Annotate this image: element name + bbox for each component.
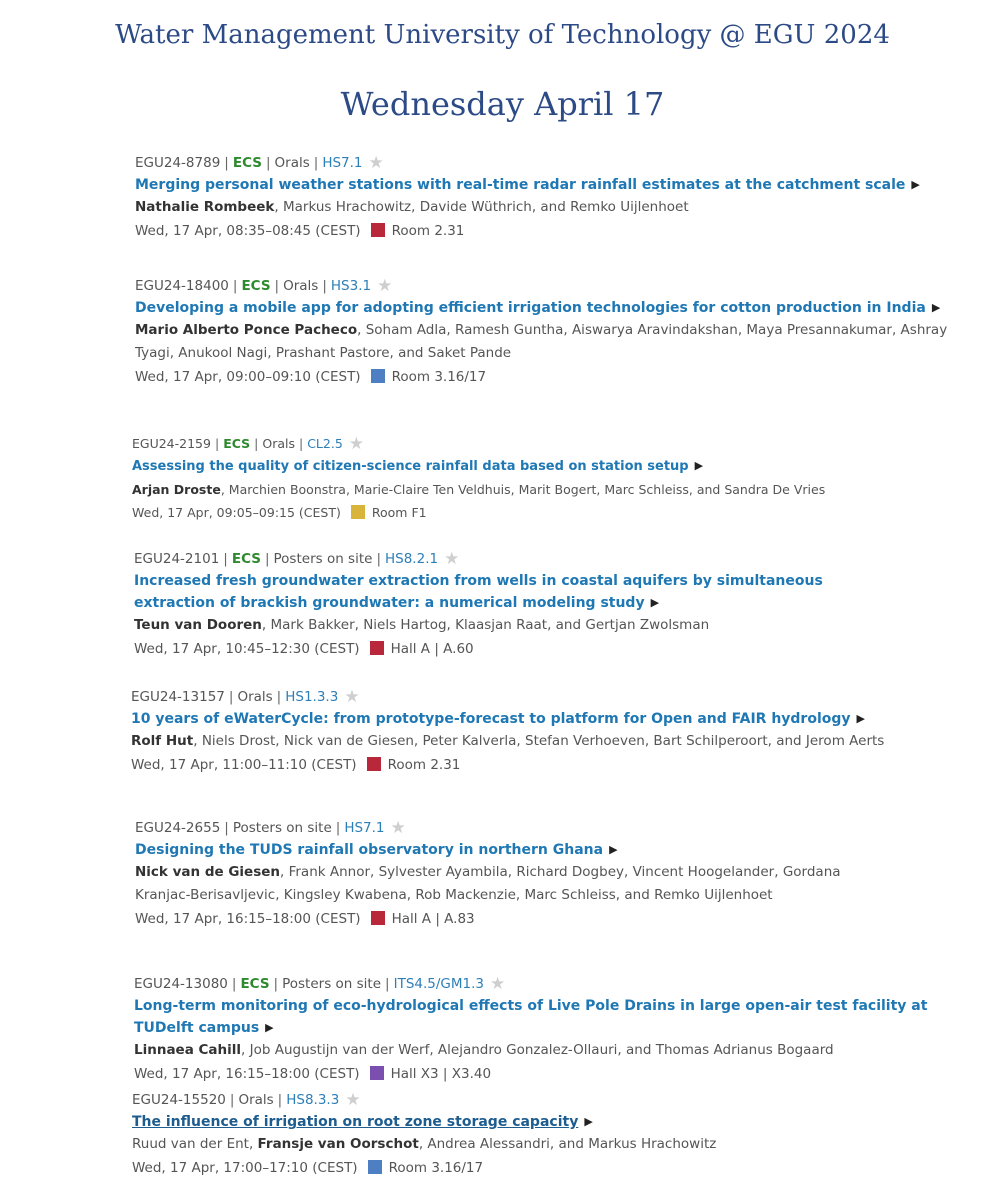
ecs-badge: ECS xyxy=(240,976,270,992)
schedule xyxy=(131,753,981,777)
entry-meta: EGU24-18400 | ECS | Orals | HS3.1 ★ xyxy=(135,276,393,296)
room-color-swatch xyxy=(371,223,385,237)
schedule xyxy=(134,637,894,661)
presentation-type: Orals xyxy=(262,436,295,451)
entry-meta: EGU24-15520 | Orals | HS8.3.3 ★ xyxy=(132,1090,361,1110)
abstract-title[interactable]: 10 years of eWaterCycle: from prototype-forecast to platform for Open and FAIR hydrology xyxy=(131,711,851,727)
session-link[interactable]: HS1.3.3 xyxy=(285,689,339,705)
entry-meta: EGU24-2655 | Posters on site | HS7.1 ★ xyxy=(135,818,406,838)
triangle-right-icon[interactable]: ▶ xyxy=(265,1021,274,1034)
schedule xyxy=(132,501,962,525)
datetime: Wed, 17 Apr, 17:00–17:10 (CEST) xyxy=(132,1160,358,1176)
room-color-swatch xyxy=(370,641,384,655)
abstract-title-link[interactable] xyxy=(131,708,981,730)
presentation-type: Orals xyxy=(237,689,273,705)
abstract-title-link[interactable] xyxy=(134,570,894,614)
day-title: Wednesday April 17 xyxy=(340,85,665,123)
room-color-swatch xyxy=(371,369,385,383)
authors xyxy=(131,730,981,753)
entry-meta: EGU24-2101 | ECS | Posters on site | HS8.2.1 ★ xyxy=(134,549,460,569)
session-link[interactable]: HS7.1 xyxy=(344,820,385,836)
ecs-badge: ECS xyxy=(241,278,271,294)
triangle-right-icon[interactable]: ▶ xyxy=(650,596,660,609)
presenter-name: Teun van Dooren xyxy=(134,617,262,633)
session-link[interactable]: HS7.1 xyxy=(322,155,363,171)
entry-meta: EGU24-13080 | ECS | Posters on site | ITS4.5/GM1.3 ★ xyxy=(134,974,506,994)
abstract-title[interactable]: Long-term monitoring of eco-hydrological effects of Live Pole Drains in large open-air test facility at TUDelft campus xyxy=(134,998,928,1036)
abstract-id: EGU24-13080 xyxy=(134,976,228,992)
coauthors: , Markus Hrachowitz, Davide Wüthrich, and Remko Uijlenhoet xyxy=(274,199,689,215)
coauthors: , Marchien Boonstra, Marie-Claire Ten Veldhuis, Marit Bogert, Marc Schleiss, and Sandra De Vries xyxy=(220,482,826,497)
room-color-swatch xyxy=(370,1066,384,1080)
ecs-badge: ECS xyxy=(231,551,261,567)
authors xyxy=(135,861,880,907)
triangle-right-icon[interactable]: ▶ xyxy=(584,1115,593,1128)
abstract-id: EGU24-13157 xyxy=(131,689,225,705)
abstract-title[interactable]: The influence of irrigation on root zone storage capacity xyxy=(132,1114,579,1130)
star-icon[interactable]: ★ xyxy=(345,1090,361,1110)
datetime: Wed, 17 Apr, 10:45–12:30 (CEST) xyxy=(134,641,360,657)
star-icon[interactable]: ★ xyxy=(390,818,406,838)
authors xyxy=(134,614,894,637)
room-color-swatch xyxy=(371,911,385,925)
abstract-entry xyxy=(135,275,950,389)
room: Hall A | A.60 xyxy=(390,641,474,657)
star-icon[interactable]: ★ xyxy=(490,974,506,994)
presentation-type: Posters on site xyxy=(282,976,382,992)
entry-meta: EGU24-13157 | Orals | HS1.3.3 ★ xyxy=(131,687,360,707)
page-header-title: Water Management University of Technology @ EGU 2024 xyxy=(115,20,890,50)
coauthors: , Mark Bakker, Niels Hartog, Klaasjan Raat, and Gertjan Zwolsman xyxy=(261,617,710,633)
presentation-type: Orals xyxy=(283,278,319,294)
abstract-title-link[interactable] xyxy=(132,455,962,478)
abstract-entry xyxy=(134,548,894,661)
datetime: Wed, 17 Apr, 08:35–08:45 (CEST) xyxy=(135,223,361,239)
schedule xyxy=(135,907,880,931)
abstract-title[interactable]: Increased fresh groundwater extraction from wells in coastal aquifers by simultaneous extraction of brackish groundwater: a numerical modeling study xyxy=(134,573,823,611)
room-color-swatch xyxy=(368,1160,382,1174)
abstract-title-link[interactable] xyxy=(135,174,965,196)
abstract-title-link[interactable] xyxy=(134,995,984,1039)
room-color-swatch xyxy=(351,505,365,519)
session-link[interactable]: HS3.1 xyxy=(330,278,372,294)
presentation-type: Orals xyxy=(274,155,310,171)
abstract-entry xyxy=(135,817,880,931)
room-color-swatch xyxy=(367,757,381,771)
coauthors-before: Ruud van der Ent, xyxy=(132,1136,258,1152)
coauthors: , Andrea Alessandri, and Markus Hrachowitz xyxy=(418,1136,717,1152)
abstract-entry xyxy=(132,1089,962,1180)
presentation-type: Posters on site xyxy=(273,551,373,567)
authors xyxy=(135,196,965,219)
schedule xyxy=(135,365,950,389)
star-icon[interactable]: ★ xyxy=(368,153,384,173)
presenter-name: Nick van de Giesen xyxy=(135,864,281,880)
star-icon[interactable]: ★ xyxy=(348,434,365,454)
datetime: Wed, 17 Apr, 09:00–09:10 (CEST) xyxy=(135,369,361,385)
schedule xyxy=(135,219,965,243)
room: Room 3.16/17 xyxy=(388,1160,484,1176)
schedule xyxy=(132,1156,962,1180)
abstract-entry xyxy=(134,973,984,1086)
presenter-name: Arjan Droste xyxy=(132,482,221,497)
presenter-name: Fransje van Oorschot xyxy=(257,1136,419,1152)
presenter-name: Linnaea Cahill xyxy=(134,1042,242,1058)
abstract-id: EGU24-8789 xyxy=(135,155,221,171)
entry-meta: EGU24-2159 | ECS | Orals | CL2.5 ★ xyxy=(132,434,365,454)
entry-meta: EGU24-8789 | ECS | Orals | HS7.1 ★ xyxy=(135,153,384,173)
abstract-id: EGU24-2655 xyxy=(135,820,221,836)
coauthors: , Frank Annor, Sylvester Ayambila, Richard Dogbey, Vincent Hoogelander, Gordana Kranjac-Berisavljevic, Kingsley Kwabena, Rob Mackenzie, Marc Schleiss, and Remko Uijlenhoet xyxy=(135,864,841,903)
room: Hall A | A.83 xyxy=(391,911,475,927)
datetime: Wed, 17 Apr, 16:15–18:00 (CEST) xyxy=(135,911,361,927)
authors xyxy=(132,478,962,501)
abstract-id: EGU24-18400 xyxy=(135,278,229,294)
room: Room 2.31 xyxy=(391,223,465,239)
abstract-title-link[interactable] xyxy=(135,297,950,319)
session-link[interactable]: ITS4.5/GM1.3 xyxy=(393,976,484,992)
abstract-id: EGU24-2101 xyxy=(134,551,220,567)
presenter-name: Nathalie Rombeek xyxy=(135,199,275,215)
abstract-entry xyxy=(135,152,965,243)
triangle-right-icon[interactable]: ▶ xyxy=(609,843,618,856)
abstract-title[interactable]: Designing the TUDS rainfall observatory in northern Ghana xyxy=(135,842,604,858)
presentation-type: Orals xyxy=(238,1092,274,1108)
datetime: Wed, 17 Apr, 11:00–11:10 (CEST) xyxy=(131,757,357,773)
star-icon[interactable]: ★ xyxy=(344,687,360,707)
triangle-right-icon[interactable]: ▶ xyxy=(911,178,920,191)
abstract-title-link[interactable] xyxy=(132,1111,962,1133)
triangle-right-icon[interactable]: ▶ xyxy=(694,459,704,472)
coauthors: , Job Augustijn van der Werf, Alejandro Gonzalez-Ollauri, and Thomas Adrianus Bogaard xyxy=(241,1042,834,1058)
datetime: Wed, 17 Apr, 16:15–18:00 (CEST) xyxy=(134,1066,360,1082)
star-icon[interactable]: ★ xyxy=(377,276,393,296)
abstract-title-link[interactable] xyxy=(135,839,880,861)
abstract-entry xyxy=(132,433,962,525)
star-icon[interactable]: ★ xyxy=(444,549,460,569)
presenter-name: Mario Alberto Ponce Pacheco xyxy=(135,322,358,338)
authors xyxy=(132,1133,962,1156)
coauthors: , Niels Drost, Nick van de Giesen, Peter Kalverla, Stefan Verhoeven, Bart Schilperoort, and Jerom Aerts xyxy=(193,733,885,749)
authors xyxy=(134,1039,984,1062)
abstract-entry xyxy=(131,686,981,777)
authors xyxy=(135,319,950,365)
room: Room 2.31 xyxy=(387,757,461,773)
ecs-badge: ECS xyxy=(232,155,262,171)
abstract-id: EGU24-2159 xyxy=(132,436,211,451)
schedule xyxy=(134,1062,984,1086)
session-link[interactable]: HS8.3.3 xyxy=(286,1092,340,1108)
abstract-title[interactable]: Assessing the quality of citizen-science rainfall data based on station setup xyxy=(132,459,689,474)
triangle-right-icon[interactable]: ▶ xyxy=(931,301,941,314)
presenter-name: Rolf Hut xyxy=(131,733,194,749)
room: Room F1 xyxy=(371,505,427,520)
abstract-title[interactable]: Developing a mobile app for adopting efficient irrigation technologies for cotton production in India xyxy=(135,300,926,316)
datetime: Wed, 17 Apr, 09:05–09:15 (CEST) xyxy=(132,505,341,520)
room: Room 3.16/17 xyxy=(391,369,487,385)
room: Hall X3 | X3.40 xyxy=(390,1066,492,1082)
abstract-id: EGU24-15520 xyxy=(132,1092,226,1108)
triangle-right-icon[interactable]: ▶ xyxy=(856,712,865,725)
session-link[interactable]: HS8.2.1 xyxy=(385,551,439,567)
abstract-title[interactable]: Merging personal weather stations with real-time radar rainfall estimates at the catchment scale xyxy=(135,177,906,193)
presentation-type: Posters on site xyxy=(232,820,332,836)
coauthors: , Soham Adla, Ramesh Guntha, Aiswarya Aravindakshan, Maya Presannakumar, Ashray Tyagi, Anukool Nagi, Prashant Pastore, and Saket Pande xyxy=(135,322,948,361)
ecs-badge: ECS xyxy=(223,436,251,451)
session-link[interactable]: CL2.5 xyxy=(307,436,343,451)
